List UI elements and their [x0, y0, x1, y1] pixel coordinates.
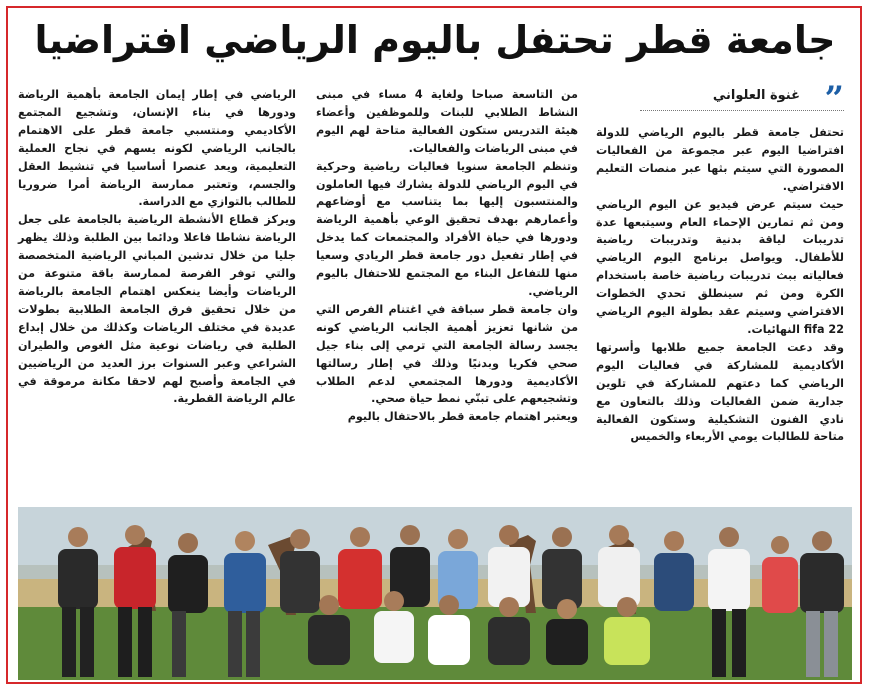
paragraph: الرياضي في إطار إيمان الجامعة بأهمية الرياضة ودورها في بناء الإنسان، وتشجيع المجتمع الأكاديمي ومنتسبي جامعة قطر على الاهتمام بالجانب الرياضي لكونه يسهم في نجاح العملية التعليمية، ويعد عنصرا أساسيا في تنشيط العقل والجسم، وتعتبر ممارسة الرياضة أمرا ضروريا للطالب بالتوازي مع الدراسة. — [18, 88, 296, 209]
paragraph: من التاسعة صباحا ولغاية 4 مساء في مبنى النشاط الطلابي للبنات وللموظفين وأعضاء هيئة التدريس ستكون الفعالية متاحة لهم اليوم في مبنى الرياضات والفعاليات. — [316, 88, 578, 155]
paragraph: وتنظم الجامعة سنويا فعاليات رياضية وحركية في اليوم الرياضي للدولة يشارك فيها العاملون والمنتسبون إليها بما يتناسب مع أوضاعهم وأعمارهم بهدف تحقيق الوعي بأهمية الرياضة ودورها في حياة الأفراد والمجتمعات كما يدخل في إطار تفعيل دور جامعة قطر الريادي وسعيا منها للتفاعل البناء مع المجتمع للاحتفال باليوم الرياضي. — [316, 159, 578, 298]
paragraph: ويعتبر اهتمام جامعة قطر بالاحتفال باليوم — [347, 410, 578, 424]
column-middle — [316, 86, 578, 426]
article-headline: جامعة قطر تحتفل باليوم الرياضي افتراضيا — [34, 18, 836, 62]
group-photo-illustration — [18, 507, 852, 680]
paragraph: حيث سيتم عرض فيديو عن اليوم الرياضي ومن ثم تمارين الإحماء العام وسيتبعها عدة تدريبات لياقة بدنية وتدريبات رياضية للأطفال. ويواصل برنامج اليوم الرياضي فعالياته ببث تدريبات رياضية خاصة باستخدام الكرة ومن ثم سينطلق تحدي الخطوات الافتراضي وسيتم عقد بطولة اليوم الرياضي fifa 22 النهائيات. — [596, 197, 844, 336]
group-photo — [18, 507, 852, 680]
author-name: غنوة العلواني — [712, 88, 800, 103]
quote-icon: ” — [824, 79, 844, 119]
paragraph: وان جامعة قطر سباقة في اغتنام الفرص التي من شانها تعزيز أهمية الجانب الرياضي كونه يجسد رسالة الجامعة التي ترمي إلى بناء جيل صحي فكريا وبدنيًا وذلك في إطار رسالتها الأكاديمية ودورها المجتمعي لدعم الطلاب وتشجيعهم على تبنّي نمط حياة صحي. — [316, 302, 578, 406]
paragraph: تحتفل جامعة قطر باليوم الرياضي للدولة افتراضيا اليوم عبر مجموعة من الفعاليات المصورة التي سيتم بثها عبر منصات التعليم الافتراضي. — [596, 126, 844, 193]
paragraph: وقد دعت الجامعة جميع طلابها وأسرتها الأكاديمية للمشاركة في فعاليات اليوم الرياضي كما دعتهم للمشاركة في تلوين جدارية ضمن الفعاليات وذلك بالتعاون مع نادي الفنون التشكيلية وستكون الفعالية متاحة للطالبات يومي الأربعاء والخميس — [596, 340, 844, 444]
byline — [640, 79, 844, 119]
column-left — [18, 86, 296, 408]
paragraph: ويركز قطاع الأنشطة الرياضية بالجامعة على جعل الرياضة نشاطا فاعلا ودائما بين الطلبة وذلك يظهر جليا من خلال تدشين المباني الرياضية المتخصصة والتي توفر الفرصة لممارسة باقة متنوعة من الرياضات وأيضا ينعكس اهتمام الجامعة بالرياضة من خلال تحقيق فرق الجامعة الطلابية بطولات عديدة في مختلف الرياضات وكذلك من خلال إبداع الطلبة في رياضات نوعية مثل الغوص والطيران الشراعي وعبر السنوات برز العديد من الرياضيين في الجامعة وأصبح لهم لاحقا مكانة مرموقة في عالم الرياضة القطرية. — [18, 213, 296, 406]
